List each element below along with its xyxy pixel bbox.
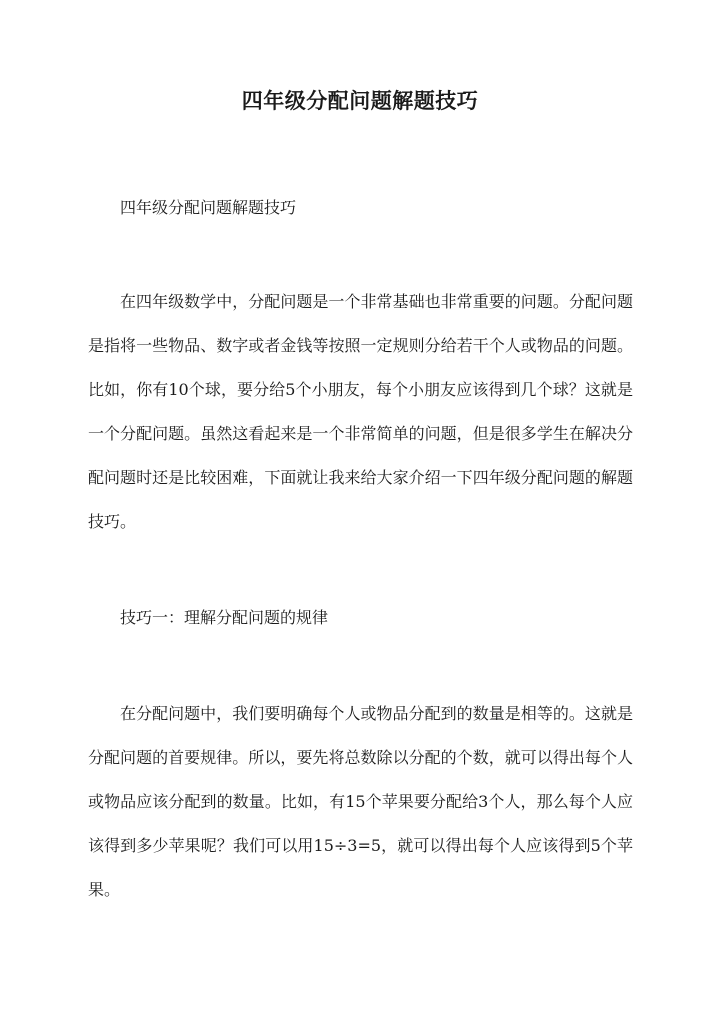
section-paragraph-tip-one: 在分配问题中，我们要明确每个人或物品分配到的数量是相等的。这就是分配问题的首要规律。所以，要先将总数除以分配的个数，就可以得出每个人或物品应该分配到的数量。比如，有15个苹果要分配给3个人，那么每个人应该得到多少苹果呢？我们可以用15÷3=5，就可以得出每个人应该得到5个苹果。 [88,704,633,899]
document-title: 四年级分配问题解题技巧 [241,88,479,113]
document-subtitle: 四年级分配问题解题技巧 [120,198,297,217]
intro-paragraph: 在四年级数学中，分配问题是一个非常基础也非常重要的问题。分配问题是指将一些物品、数字或者金钱等按照一定规则分给若干个人或物品的问题。比如，你有10个球，要分给5个小朋友，每个小朋友应该得到几个球？这就是一个分配问题。虽然这看起来是一个非常简单的问题，但是很多学生在解决分配问题时还是比较困难，下面就让我来给大家介绍一下四年级分配问题的解题技巧。 [88,292,633,531]
section-heading-tip-one: 技巧一：理解分配问题的规律 [120,608,329,627]
